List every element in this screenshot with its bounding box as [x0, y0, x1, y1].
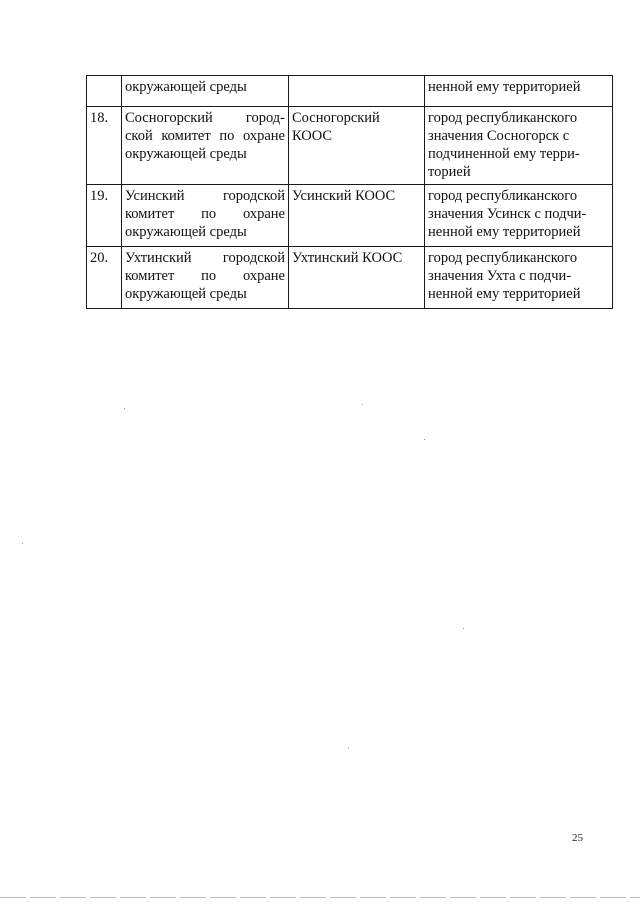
territory-line: город республиканского [428, 250, 578, 266]
territory-line: ненной ему территорией [428, 224, 581, 240]
committee-name [122, 107, 289, 185]
committee-territory [425, 185, 613, 247]
scan-speck [22, 543, 23, 544]
committee-territory [425, 107, 613, 185]
table-row [87, 76, 613, 107]
row-number: 20. [87, 247, 122, 309]
committee-name-line: Ухтинский городской [125, 250, 285, 266]
page-number: 25 [572, 832, 583, 844]
committee-name-line: Сосногорский город- [125, 110, 285, 126]
scan-speck [424, 439, 425, 440]
committee-abbreviation: Усинский КООС [289, 185, 425, 247]
scan-edge-line [0, 897, 640, 898]
committee-territory [425, 76, 613, 107]
committee-territory [425, 247, 613, 309]
committee-name-line: окружающей среды [125, 146, 247, 162]
territory-line: ненной ему территорией [428, 79, 581, 95]
table-row [87, 107, 613, 185]
committee-name-line: Усинский городской [125, 188, 285, 204]
territory-line: значения Усинск с подчи- [428, 206, 587, 222]
committee-name-line: окружающей среды [125, 79, 247, 95]
territory-line: торией [428, 164, 471, 180]
committee-table [86, 75, 613, 309]
territory-line: город республиканского [428, 188, 578, 204]
scan-speck [124, 408, 125, 409]
row-number [87, 76, 122, 107]
committee-name [122, 76, 289, 107]
committee-name-line: окружающей среды [125, 224, 247, 240]
scan-speck [463, 628, 464, 629]
table-row [87, 185, 613, 247]
committee-name-line: окружающей среды [125, 286, 247, 302]
territory-line: значения Сосногорск с [428, 128, 570, 144]
scan-speck [362, 404, 363, 405]
committee-abbreviation: Ухтинский КООС [289, 247, 425, 309]
territory-line: подчиненной ему терри- [428, 146, 580, 162]
committee-abbreviation [289, 76, 425, 107]
table-row [87, 247, 613, 309]
committee-name [122, 247, 289, 309]
territory-line: ненной ему территорией [428, 286, 581, 302]
territory-line: значения Ухта с подчи- [428, 268, 572, 284]
committee-name-line: комитет по охране [125, 206, 285, 222]
row-number: 19. [87, 185, 122, 247]
territory-line: город республиканского [428, 110, 578, 126]
row-number: 18. [87, 107, 122, 185]
committee-abbreviation: Сосногорский КООС [289, 107, 425, 185]
committee-name [122, 185, 289, 247]
scan-speck [348, 748, 349, 749]
committee-name-line: комитет по охране [125, 268, 285, 284]
committee-name-line: ской комитет по охране [125, 128, 285, 144]
